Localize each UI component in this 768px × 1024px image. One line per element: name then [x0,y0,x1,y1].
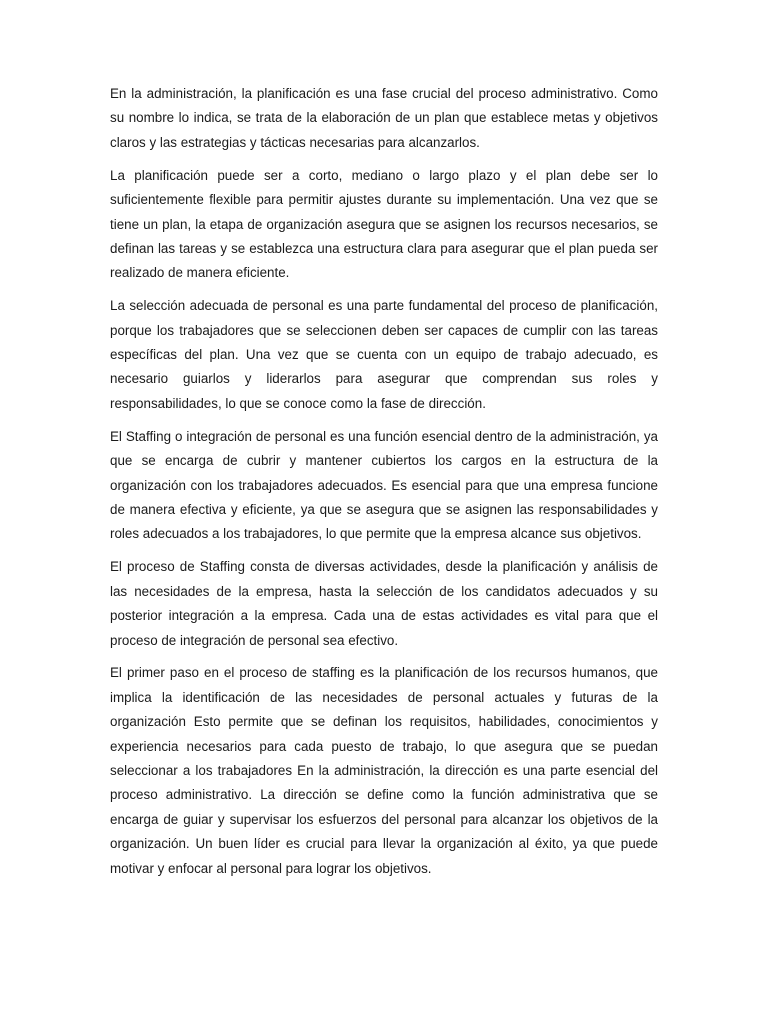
paragraph-seleccion-personal: La selección adecuada de personal es una parte fundamental del proceso de planificación, porque los trabajadores que se seleccionen deben ser capaces de cumplir con las tareas específicas del plan. Una vez que se cuenta con un equipo de trabajo adecuado, es necesario guiarlos y liderarlos para asegurar que comprendan sus roles y responsabilidades, lo que se conoce como la fase de dirección. [110,298,658,411]
paragraph-primer-paso-direccion: El primer paso en el proceso de staffing es la planificación de los recursos humanos, que implica la identificación de las necesidades de personal actuales y futuras de la organización Esto permite que se definan los requisitos, habilidades, conocimientos y experiencia necesarios para cada puesto de trabajo, lo que asegura que se puedan seleccionar a los trabajadores En la administración, la dirección es una parte esencial del proceso administrativo. La dirección se define como la función administrativa que se encarga de guiar y supervisar los esfuerzos del personal para alcanzar los objetivos de la organización. Un buen líder es crucial para llevar la organización al éxito, ya que puede motivar y enfocar al personal para lograr los objetivos. [110,665,658,876]
paragraph-planificacion: En la administración, la planificación es una fase crucial del proceso administrativo. Como su nombre lo indica, se trata de la elaboración de un plan que establece metas y objetivos claros y las estrategias y tácticas necesarias para alcanzarlos. [110,86,658,150]
paragraph-plazos-organizacion: La planificación puede ser a corto, mediano o largo plazo y el plan debe ser lo suficientemente flexible para permitir ajustes durante su implementación. Una vez que se tiene un plan, la etapa de organización asegura que se asignen los recursos necesarios, se definan las tareas y se establezca una estructura clara para asegurar que el plan pueda ser realizado de manera eficiente. [110,167,658,281]
paragraph-staffing-definicion: El Staffing o integración de personal es una función esencial dentro de la administración, ya que se encarga de cubrir y mantener cubiertos los cargos en la estructura de la organización con los trabajadores adecuados. Es esencial para que una empresa funcione de manera efectiva y eficiente, ya que se asegura que se asignen las responsabilidades y roles adecuados a los trabajadores, lo que permite que la empresa alcance sus objetivos. [110,428,658,542]
document-page [110,82,658,890]
paragraph-staffing-actividades: El proceso de Staffing consta de diversas actividades, desde la planificación y análisis de las necesidades de la empresa, hasta la selección de los candidatos adecuados y su posterior integración a la empresa. Cada una de estas actividades es vital para que el proceso de integración de personal sea efectivo. [110,559,658,648]
